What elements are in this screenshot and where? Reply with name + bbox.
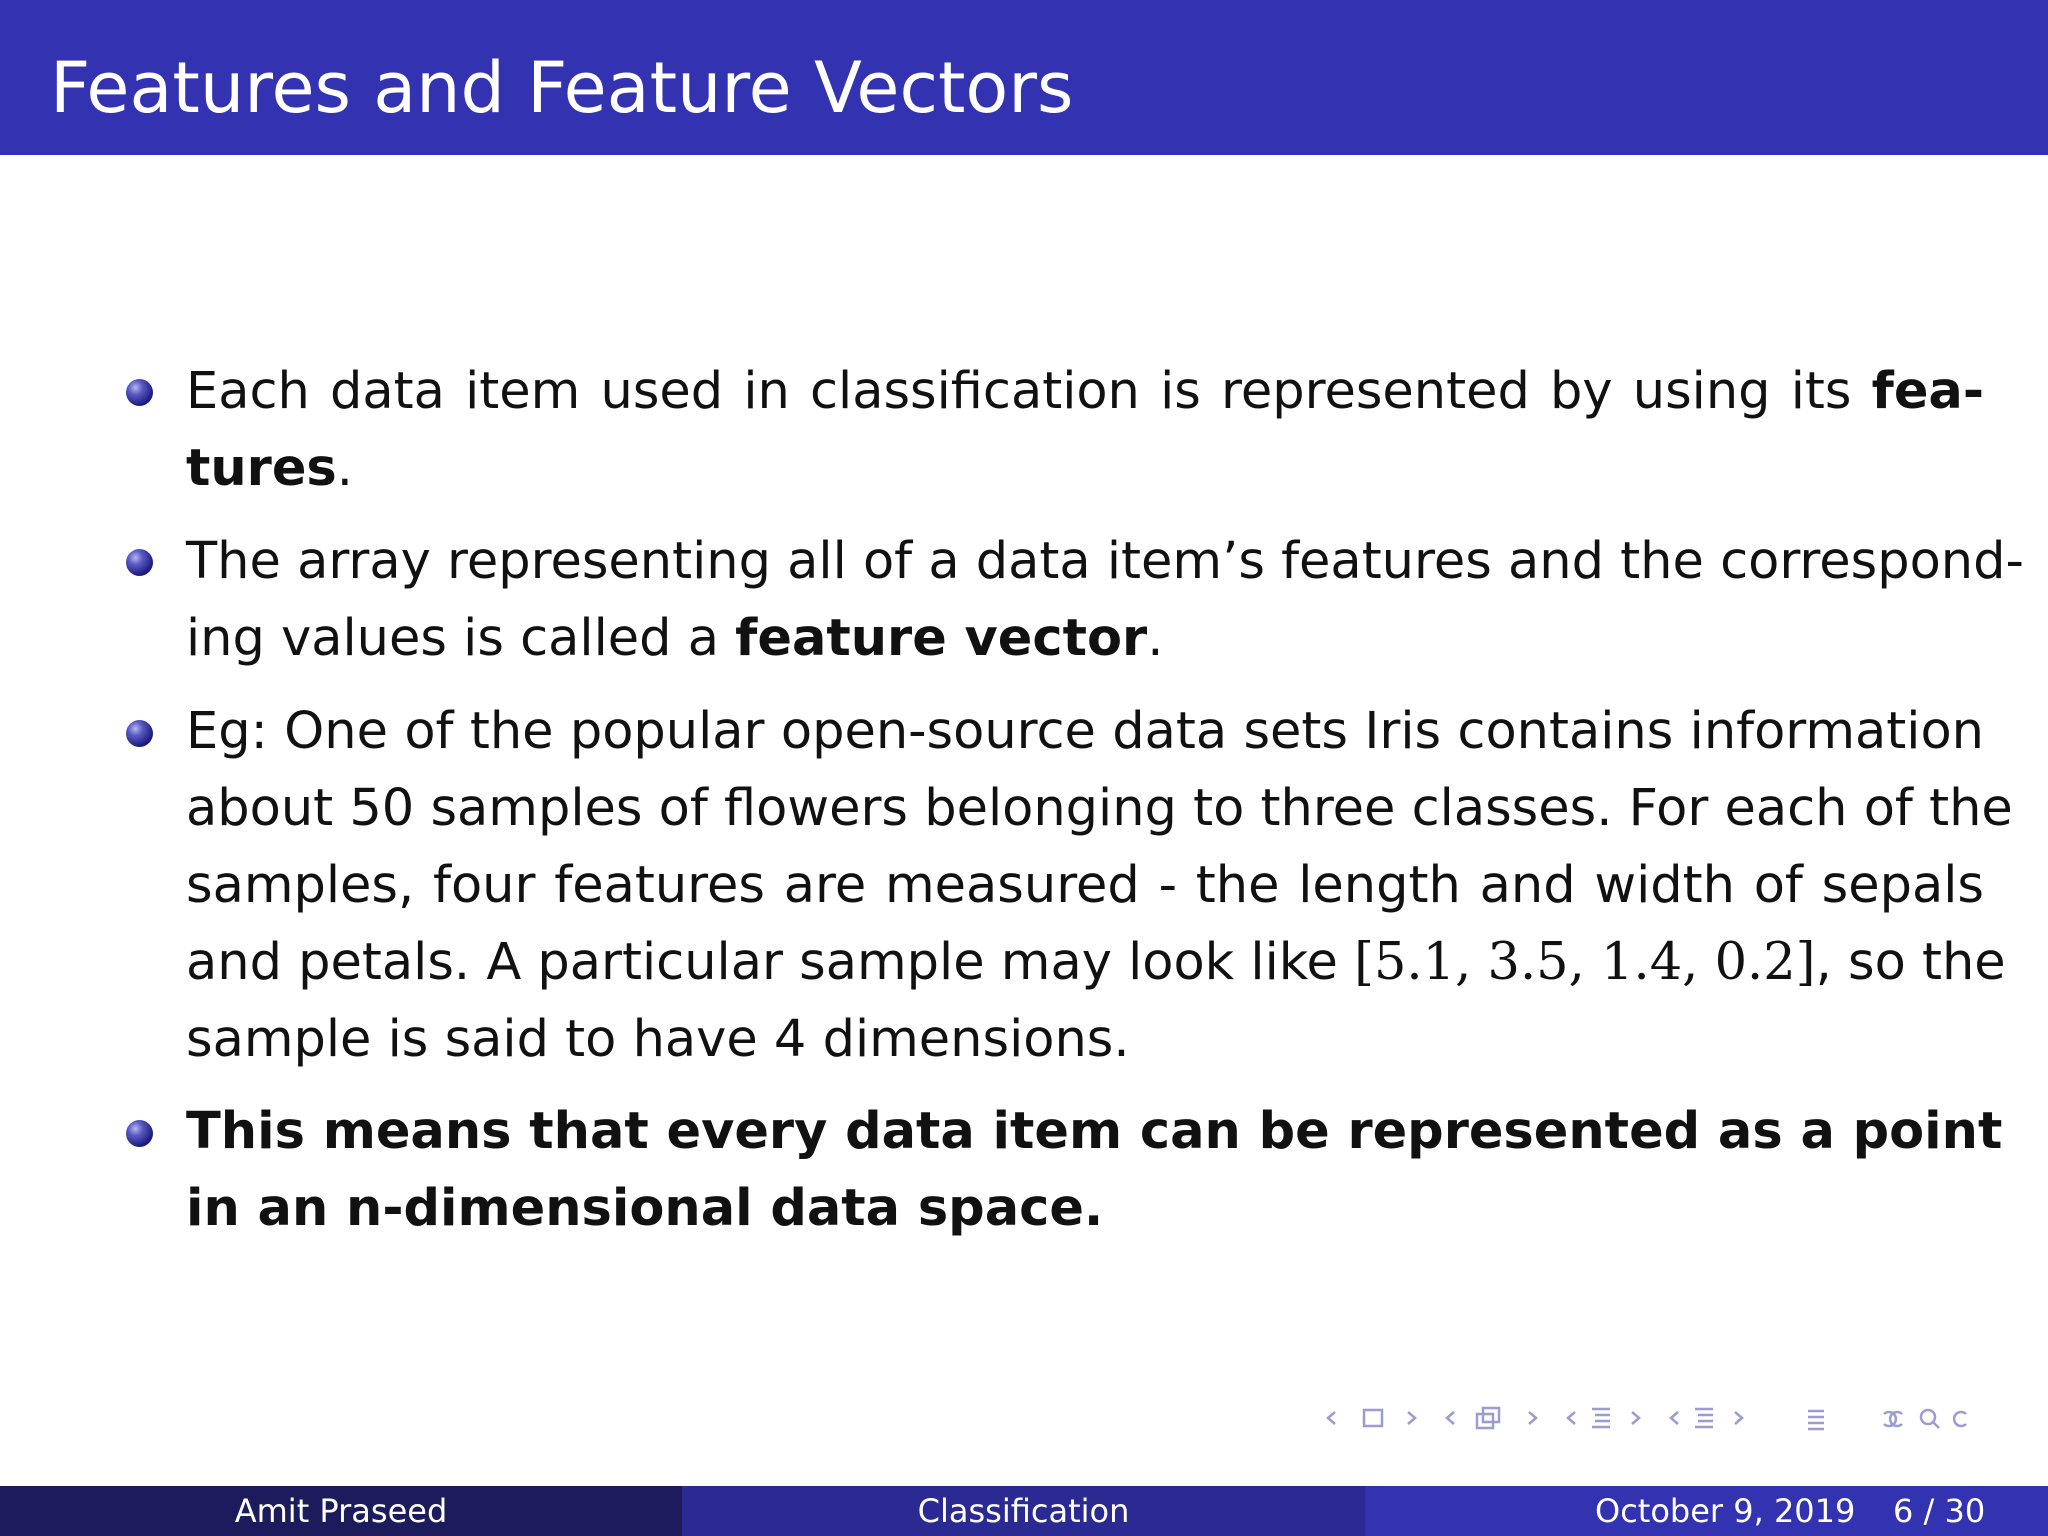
footer-author: Amit Praseed: [0, 1486, 682, 1536]
slide-title: Features and Feature Vectors: [50, 47, 1074, 129]
bullet-line: tures.: [186, 439, 354, 498]
nav-frame-left-icon[interactable]: [1328, 1412, 1335, 1424]
bullet-item: [186, 693, 2013, 1078]
bullet-line: ing values is called a feature vector.: [186, 609, 1164, 668]
bullet-line: about 50 samples of flowers belonging to three classes. For each of the: [186, 779, 2013, 838]
bullet-marker: [126, 379, 153, 406]
bullet-marker: [126, 1120, 153, 1147]
bullet-line: and petals. A particular sample may look like [5.1, 3.5, 1.4, 0.2], so the: [186, 933, 2006, 992]
nav-outline-icon[interactable]: [1808, 1411, 1824, 1429]
bullet-line: samples, four features are measured - the length and width of sepals: [186, 856, 1984, 915]
nav-subsection-icon[interactable]: [1477, 1408, 1499, 1428]
nav-subsection-left-icon[interactable]: [1447, 1412, 1454, 1424]
nav-section-menu-icon[interactable]: [1695, 1409, 1713, 1427]
bullet-line: This means that every data item can be represented as a point: [186, 1102, 2003, 1161]
nav-subsection-right-icon[interactable]: [1529, 1412, 1536, 1424]
footer-title: Classification: [682, 1486, 1365, 1536]
math-vector: [5.1, 3.5, 1.4, 0.2]: [1354, 933, 1816, 992]
nav-section-icon[interactable]: [1592, 1409, 1610, 1427]
bullet-line: in an n-dimensional data space.: [186, 1179, 1104, 1238]
bullet-line: Eg: One of the popular open-source data sets Iris contains information: [186, 702, 1984, 761]
emphasis: feature vector: [735, 609, 1148, 668]
nav-undo-icon[interactable]: [1884, 1412, 1902, 1426]
nav-section-menu-left-icon[interactable]: [1671, 1412, 1678, 1424]
bullet-marker: [126, 720, 153, 747]
footer-page-number: 6 / 30: [1893, 1492, 1986, 1530]
bullet-marker: [126, 549, 153, 576]
bullet-item: [186, 1093, 2003, 1247]
bullet-line: The array representing all of a data item’s features and the correspond-: [186, 532, 2024, 591]
nav-frame-icon[interactable]: [1364, 1410, 1382, 1426]
bullet-item: [186, 353, 1984, 507]
emphasis: tures: [186, 439, 337, 498]
bullet-item: [186, 523, 2024, 677]
nav-section-menu-right-icon[interactable]: [1735, 1412, 1742, 1424]
footer-date: October 9, 2019: [1595, 1492, 1856, 1530]
bullet-line: sample is said to have 4 dimensions.: [186, 1010, 1130, 1069]
bullet-line: Each data item used in classification is represented by using its fea-: [186, 362, 1984, 421]
nav-search-icon[interactable]: [1921, 1410, 1966, 1428]
navigation-bar: [1322, 1400, 2032, 1436]
nav-section-left-icon[interactable]: [1568, 1412, 1575, 1424]
emphasis: fea-: [1871, 362, 1984, 421]
nav-section-right-icon[interactable]: [1632, 1412, 1639, 1424]
nav-frame-right-icon[interactable]: [1408, 1412, 1415, 1424]
